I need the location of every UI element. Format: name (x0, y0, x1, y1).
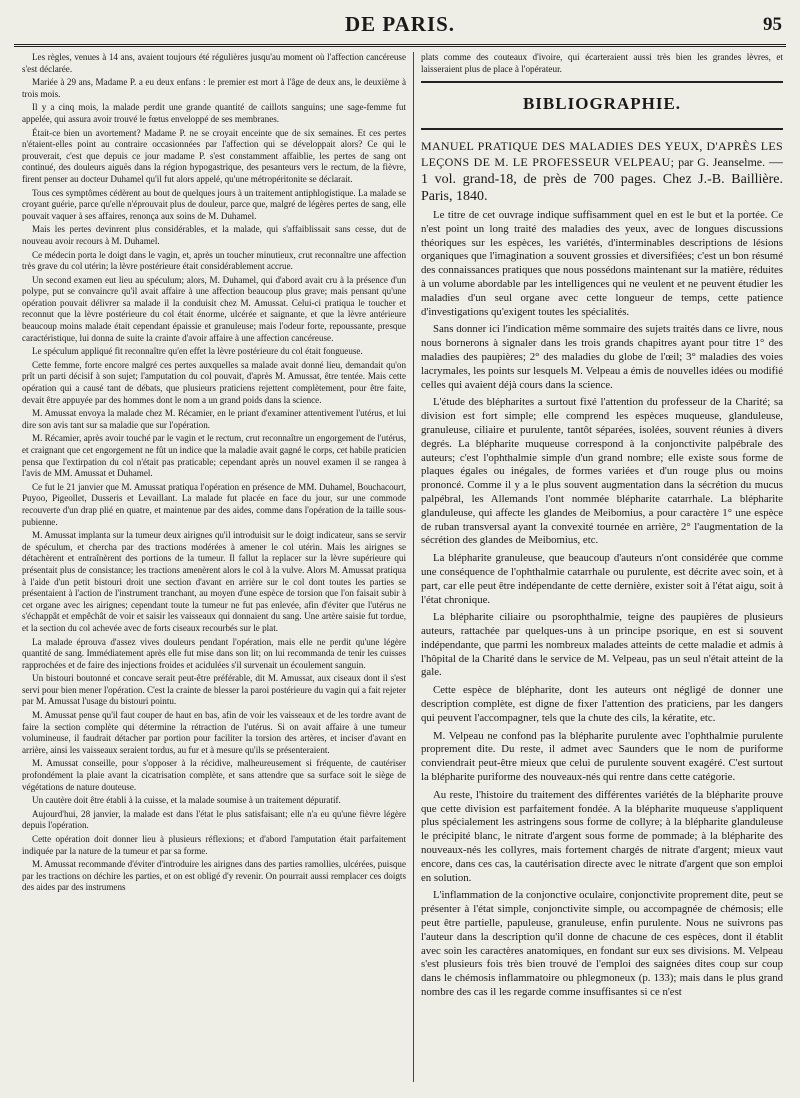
article-paragraph: Un bistouri boutonné et concave serait peut-être préférable, dit M. Amussat, aux ciseaux dont il s'est servi pour bien mener l'opération. C'est la crainte de blesser la paroi postérieure du vagin qui a fait rejeter par M. Amussat l'usage du bistouri pointu. (22, 673, 406, 707)
article-paragraph: Il y a cinq mois, la malade perdit une grande quantité de caillots sanguins; une sage-femme fut appelée, qui assura avoir trouvé le fœtus enveloppé de ses membranes. (22, 102, 406, 124)
article-paragraph: La blépharite granuleuse, que beaucoup d'auteurs n'ont considérée que comme une conséquence de l'ophthalmie catarrhale ou purulente, est décrite avec soin, et à part, car elle peut être indépendante de cette dernière, exister soit à l'état aigu, soit à l'état chronique. (421, 552, 783, 606)
article-paragraph: L'inflammation de la conjonctive oculaire, conjonctivite proprement dite, peut se présenter à l'état simple, conjonctivite simple, ou accompagnée de chémosis; elle peut être partielle, papuleuse, granuleuse, enfin purulente. Nous ne suivrons pas l'auteur dans la description qu'il donne de chacune de ces espèces, dont il établit avec soin les caractères anatomiques, en fondant sur eux ses divisions. M. Velpeau s'est plusieurs fois très bien trouvé de l'emploi des saignées dites coup sur coup dans le chémosis inflammatoire ou phlegmoneux (p. 133); mais dans le plus grand nombre des cas il les regarde comme insuffisantes si ce n'est (421, 889, 783, 999)
article-paragraph: Mariée à 29 ans, Madame P. a eu deux enfans : le premier est mort à l'âge de deux ans, le deuxième à trois mois. (22, 77, 406, 99)
article-paragraph: La blépharite ciliaire ou psorophthalmie, teigne des paupières de plusieurs auteurs, rattachée par quelques-uns à un principe psorique, en est si souvent indépendante, que parmi les nombreux malades atteints de cette maladie et admis à l'hôpital de la Charité dans le service de M. Velpeau, pas un seul n'était atteint de la gale. (421, 611, 783, 679)
article-paragraph: Était-ce bien un avortement? Madame P. ne se croyait enceinte que de six semaines. Et ces pertes n'étaient-elles point au contraire occasionnées par l'affection qui se développait alors? Ce qui le prouverait, c'est que depuis ce jour madame P. s'est constamment affaiblie, les pertes de sang ont continué, des douleurs aiguës dans la région hypogastrique, des pesanteurs vers le rectum, de la fièvre, firent penser au docteur Duhamel qu'il fut alors appelé, qu'une métropéritonite se déclarait. (22, 127, 406, 184)
article-paragraph: Un second examen eut lieu au spéculum; alors, M. Duhamel, qui d'abord avait cru à la présence d'un polype, put se convaincre qu'il avait affaire à une affection beaucoup plus grave; mais pensant qu'une opération pouvait délivrer sa malade il la conduisit chez M. Amussat. Celui-ci pratiqua le toucher et reconnut que la lèvre postérieure du col était énorme, ulcérée et saignante, et que la lèvre antérieure beaucoup moins malade était cependant épaissie et granuleuse; mais l'odeur forte, repoussante, presque caractéristique, lui donna de suite la crainte d'avoir affaire à une affection cancéreuse. (22, 274, 406, 343)
article-paragraph: Les règles, venues à 14 ans, avaient toujours été régulières jusqu'au moment où l'affection cancéreuse s'est déclarée. (22, 52, 406, 74)
article-paragraph: Cette espèce de blépharite, dont les auteurs ont négligé de donner une description complète, est digne de fixer l'attention des praticiens, par les dangers qui peuvent l'accompagner, tels que la chute des cils, la kératite, etc. (421, 684, 783, 724)
book-title: MANUEL PRATIQUE DES MALADIES DES YEUX, D'APRÈS LES LEÇONS DE M. LE PROFESSEUR VELPEAU; (421, 138, 783, 169)
column-divider (413, 52, 414, 1082)
article-paragraph: La malade éprouva d'assez vives douleurs pendant l'opération, mais elle ne perdit qu'une légère quantité de sang. Immédiatement après elle fut mise dans son lit; on lui recommanda de tenir les cuisses rapprochées et de faire des injections froides et acidulées s'il survenait un écoulement sanguin. (22, 636, 406, 670)
section-heading: BIBLIOGRAPHIE. (522, 94, 682, 114)
article-paragraph: Ce fut le 21 janvier que M. Amussat pratiqua l'opération en présence de MM. Duhamel, Bouchacourt, Puyoo, Pigeollet, Dusseris et Levaillant. La malade fut placée en face du jour, sur une commode recouverte d'un drap plié en quatre, et maintenue par des aides, comme dans l'opération de la taille sous-pubienne. (22, 481, 406, 527)
header-rule (14, 44, 786, 47)
article-paragraph: Cette femme, forte encore malgré ces pertes auxquelles sa malade avait donné lieu, demandait qu'on prît un parti décisif à son sujet; l'amputation du col pouvait, d'après M. Amussat, être tentée. Mais cette opération qui a causé tant de débats, que plusieurs praticiens rejettent complètement, pour être faite, devait être appuyée par des hommes dont le nom a un grand poids dans la science. (22, 359, 406, 405)
article-paragraph: M. Récamier, après avoir touché par le vagin et le rectum, crut reconnaître un engorgement de l'utérus, et craignant que cet engorgement ne fût un indice que la maladie avait gagné le corps, cet habile praticien pensa que l'extirpation du col n'était pas praticable; cependant après un nouvel examen il se rangea à l'avis de MM. Amussat et Duhamel. (22, 433, 406, 479)
continuation-paragraph: plats comme des couteaux d'ivoire, qui écarteraient aussi très bien les grandes lèvres, et laisseraient plus de place à l'opérateur. (421, 52, 783, 74)
article-paragraph: Sans donner ici l'indication même sommaire des sujets traités dans ce livre, nous nous bornerons à signaler dans les trois grands chapitres ayant pour titre 1° des maladies des paupières; 2° des maladies du globe de l'œil; 3° maladies des voies lacrymales, les points sur lesquels M. Velpeau a émis de nouvelles idées ou modifié celles qui avaient déjà cours dans la science. (421, 323, 783, 391)
page-number: 95 (763, 14, 782, 35)
article-paragraph: M. Amussat envoya la malade chez M. Récamier, en le priant d'examiner attentivement l'utérus, et lui dire son avis tant sur sa maladie que sur l'opération. (22, 408, 406, 430)
article-paragraph: Le titre de cet ouvrage indique suffisamment quel en est le but et la portée. Ce n'est point un long traité des maladies des yeux, avec de longues discussions théoriques sur les espèces, les variétés, d'interminables descriptions de lésions organiques que l'imagination a souvent grossies et diversifiées; c'est un bon résumé des connaissances pratiques que nous possédons maintenant sur la matière, réduites à un volume abordable par les intelligences qui ne veulent et ne peuvent étudier les maladies d'un seul organe avec cette longueur de temps, cette patience d'investigations qu'exigent toutes les spécialités. (421, 208, 783, 318)
article-paragraph: M. Amussat implanta sur la tumeur deux airignes qu'il introduisit sur le doigt indicateur, sans se servir de spéculum, et chercha par des tractions modérées à amener le col utérin. Mais les airignes se détachèrent et entraînèrent des portions de la tumeur. Il fallut la replacer sur la lèvre supérieure qui présentait plus de consistance; les tractions amenèrent alors le col à la vulve. Alors M. Amussat pratiqua à l'aide d'un petit bistouri droit une section d'avant en arrière sur le col dont toutes les parties se présentaient à l'action de l'instrument tranchant, au moyen d'une espèce de torsion que l'on faisait subir à cet organe avec les airignes; cependant toute la tumeur ne fut pas enlevée, afin d'éviter que l'utérus ne s'échappât et empêchât de voir et saisir les vaisseaux qui donnaient du sang. Une artère saisie fut tordue, et la section du col achevée avec de forts ciseaux recourbés sur le plat. (22, 530, 406, 633)
book-publication: — 1 vol. grand-18, de près de 700 pages. Chez J.-B. Baillière. Paris, 1840. (421, 154, 783, 204)
page-header (14, 8, 786, 48)
article-paragraph: M. Amussat conseille, pour s'opposer à la récidive, malheureusement si fréquente, de cautériser profondément la plaie avant la cicatrisation complète, et sans attendre que sa surface soit le siège de végétations de nature douteuse. (22, 758, 406, 792)
section-heading-box (421, 81, 783, 130)
article-paragraph: M. Velpeau ne confond pas la blépharite purulente avec l'ophthalmie purulente proprement dite. Du reste, il admet avec Saunders que le nom de puriforme conviendrait peut-être mieux que celui de purulente souvent exagéré. C'est surtout la blépharite puriforme des nouveaux-nés qui rentre dans cette catégorie. (421, 729, 783, 784)
article-paragraph: M. Amussat recommande d'éviter d'introduire les airignes dans des parties ramollies, ulcérées, puisque par les tractions on déchire les parties, et on est obligé d'y revenir. On pourrait aussi remplacer ces doigts des aides par des instrumens (22, 859, 406, 893)
article-paragraph: Le spéculum appliqué fit reconnaître qu'en effet la lèvre postérieure du col était fongueuse. (32, 346, 363, 357)
article-paragraph: Cette opération doit donner lieu à plusieurs réflexions; et d'abord l'amputation était parfaitement indiquée par la nature de la tumeur et par sa forme. (22, 834, 406, 856)
review-body (421, 209, 783, 1000)
article-paragraph: Tous ces symptômes cédèrent au bout de quelques jours à un traitement antiphlogistique. La malade se croyant guérie, parce qu'elle n'éprouvait plus de douleur, parce que, malgré de légères pertes de sang, elle pouvait vaquer à ses affaires, renonça aux soins de M. Duhamel. (22, 187, 406, 221)
right-column (421, 52, 783, 1082)
article-paragraph: Mais les pertes devinrent plus considérables, et la malade, qui s'affaiblissait sans cesse, dut de nouveau avoir recours à M. Duhamel. (22, 224, 406, 246)
article-paragraph: Un cautère doit être établi à la cuisse, et la malade soumise à un traitement dépuratif. (32, 795, 341, 806)
continuation-text (421, 52, 783, 75)
book-author: par G. Jeanselme. (678, 154, 766, 169)
left-column (22, 52, 406, 1082)
book-citation (421, 138, 783, 205)
article-paragraph: Ce médecin porta le doigt dans le vagin, et, après un toucher minutieux, crut reconnaître une affection très grave du col utérin; la lèvre postérieure était considérablement accrue. (22, 249, 406, 272)
article-paragraph: M. Amussat pense qu'il faut couper de haut en bas, afin de voir les vaisseaux et de les tordre avant de faire la section complète qui détermine la rétraction de l'utérus. Si on avait affaire à une tumeur volumineuse, il faudrait détacher par portion pour faciliter la torsion des artères, et inciser d'avant en arrière, ainsi les vaisseaux seraient tordus, au fur et à mesure qu'ils se présenteraient. (22, 710, 406, 755)
article-paragraph: Aujourd'hui, 28 janvier, la malade est dans l'état le plus satisfaisant; elle n'a eu qu'une fièvre légère depuis l'opération. (22, 808, 406, 831)
article-paragraph: L'étude des blépharites a surtout fixé l'attention du professeur de la Charité; sa division est fort simple; elle comprend les espèces muqueuse, glanduleuse, granuleuse, ciliaire et purulente, tantôt séparées, isolées, souvent réunies à divers degrés. La blépharite muqueuse correspond à la conjonctivite palpébrale des auteurs; c'est l'ophthalmie simple d'un grand nombre; elle existe sous forme de plaques égales ou inégales, de formes variées et d'un rouge plus ou moins prononcé. Comme il y a le plus souvent augmentation dans la sécrétion du mucus palpébral, les Allemands l'ont nommée blépharite catarrhale. La blépharite glanduleuse, qui affecte les glandes de Meibomius, a pour caractère 1° une espèce de ruban transversal ayant la convexité tournée en arrière, 2° l'augmentation de la sécrétion des glandes de Meibomius, etc. (421, 396, 783, 547)
running-title: DE PARIS. (344, 12, 456, 36)
article-paragraph: Au reste, l'histoire du traitement des différentes variétés de la blépharite prouve que cette division est parfaitement fondée. A la blépharite muqueuse s'appliquent plus spécialement les astringens sous forme de collyre; à la blépharite glanduleuse le précipité blanc, le nitrate d'argent sous forme de pommade; à la blépharite des nouveaux-nés les collyres, mais fortement chargés de nitrate d'argent; mieux vaut encore, dans ces cas, la cautérisation directe avec le nitrate d'argent que son emploi en solution. (421, 788, 783, 884)
